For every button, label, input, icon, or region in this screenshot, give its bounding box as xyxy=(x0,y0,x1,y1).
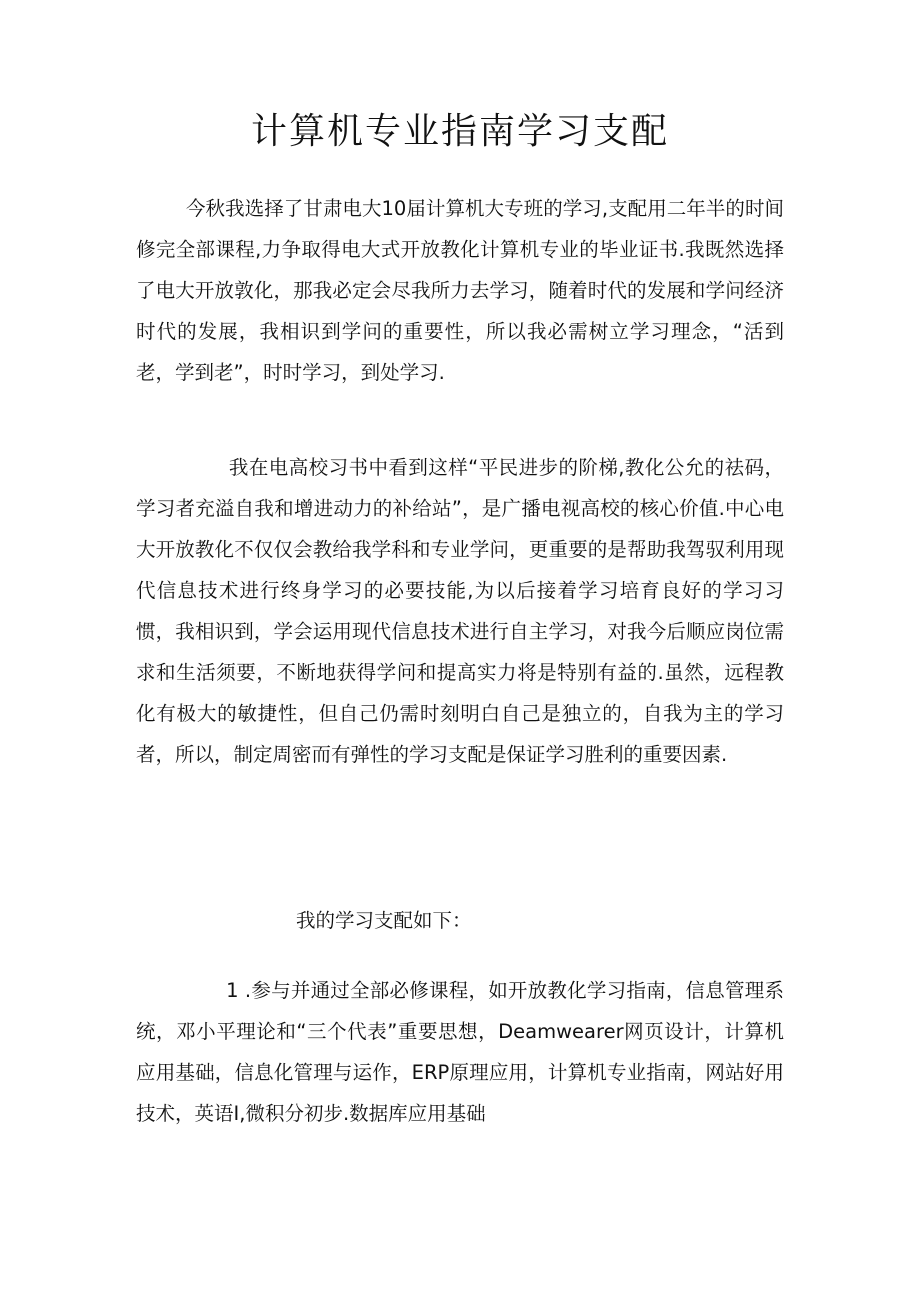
document-title: 计算机专业指南学习支配 xyxy=(250,111,669,152)
paragraph-plan-heading: 我的学习支配如下： xyxy=(296,909,472,932)
paragraph-plan-item-1: 1 .参与并通过全部必修课程，如开放教化学习指南，信息管理系统，邓小平理论和“三个代表”重要思想，Deamwearer网页设计，计算机应用基础，信息化管理与运作，ERP原理应用，计算机专业指南，网站好用技术，英语I,微积分初步.数据库应用基础 xyxy=(136,979,785,1125)
paragraph-core-value: 我在电高校习书中看到这样“平民进步的阶梯,教化公允的祛码，学习者充溢自我和增进动力的补给站”，是广播电视高校的核心价值.中心电大开放教化不仅仅会教给我学科和专业学问，更重要的是帮助我驾驭利用现代信息技术进行终身学习的必要技能,为以后接着学习培育良好的学习习惯，我相识到，学会运用现代信息技术进行自主学习，对我今后顺应岗位需求和生活须要，不断地获得学问和提高实力将是特别有益的.虽然，远程教化有极大的敏捷性，但自己仍需时刻明白自己是独立的，自我为主的学习者，所以，制定周密而有弹性的学习支配是保证学习胜利的重要因素. xyxy=(136,456,784,766)
paragraph-intro: 今秋我选择了甘肃电大10届计算机大专班的学习,支配用二年半的时间修完全部课程,力争取得电大式开放教化计算机专业的毕业证书.我既然选择了电大开放敦化，那我必定会尽我所力去学习，随着时代的发展和学问经济时代的发展，我相识到学问的重要性，所以我必需树立学习理念，“活到老，学到老”，时时学习，到处学习. xyxy=(136,197,785,384)
